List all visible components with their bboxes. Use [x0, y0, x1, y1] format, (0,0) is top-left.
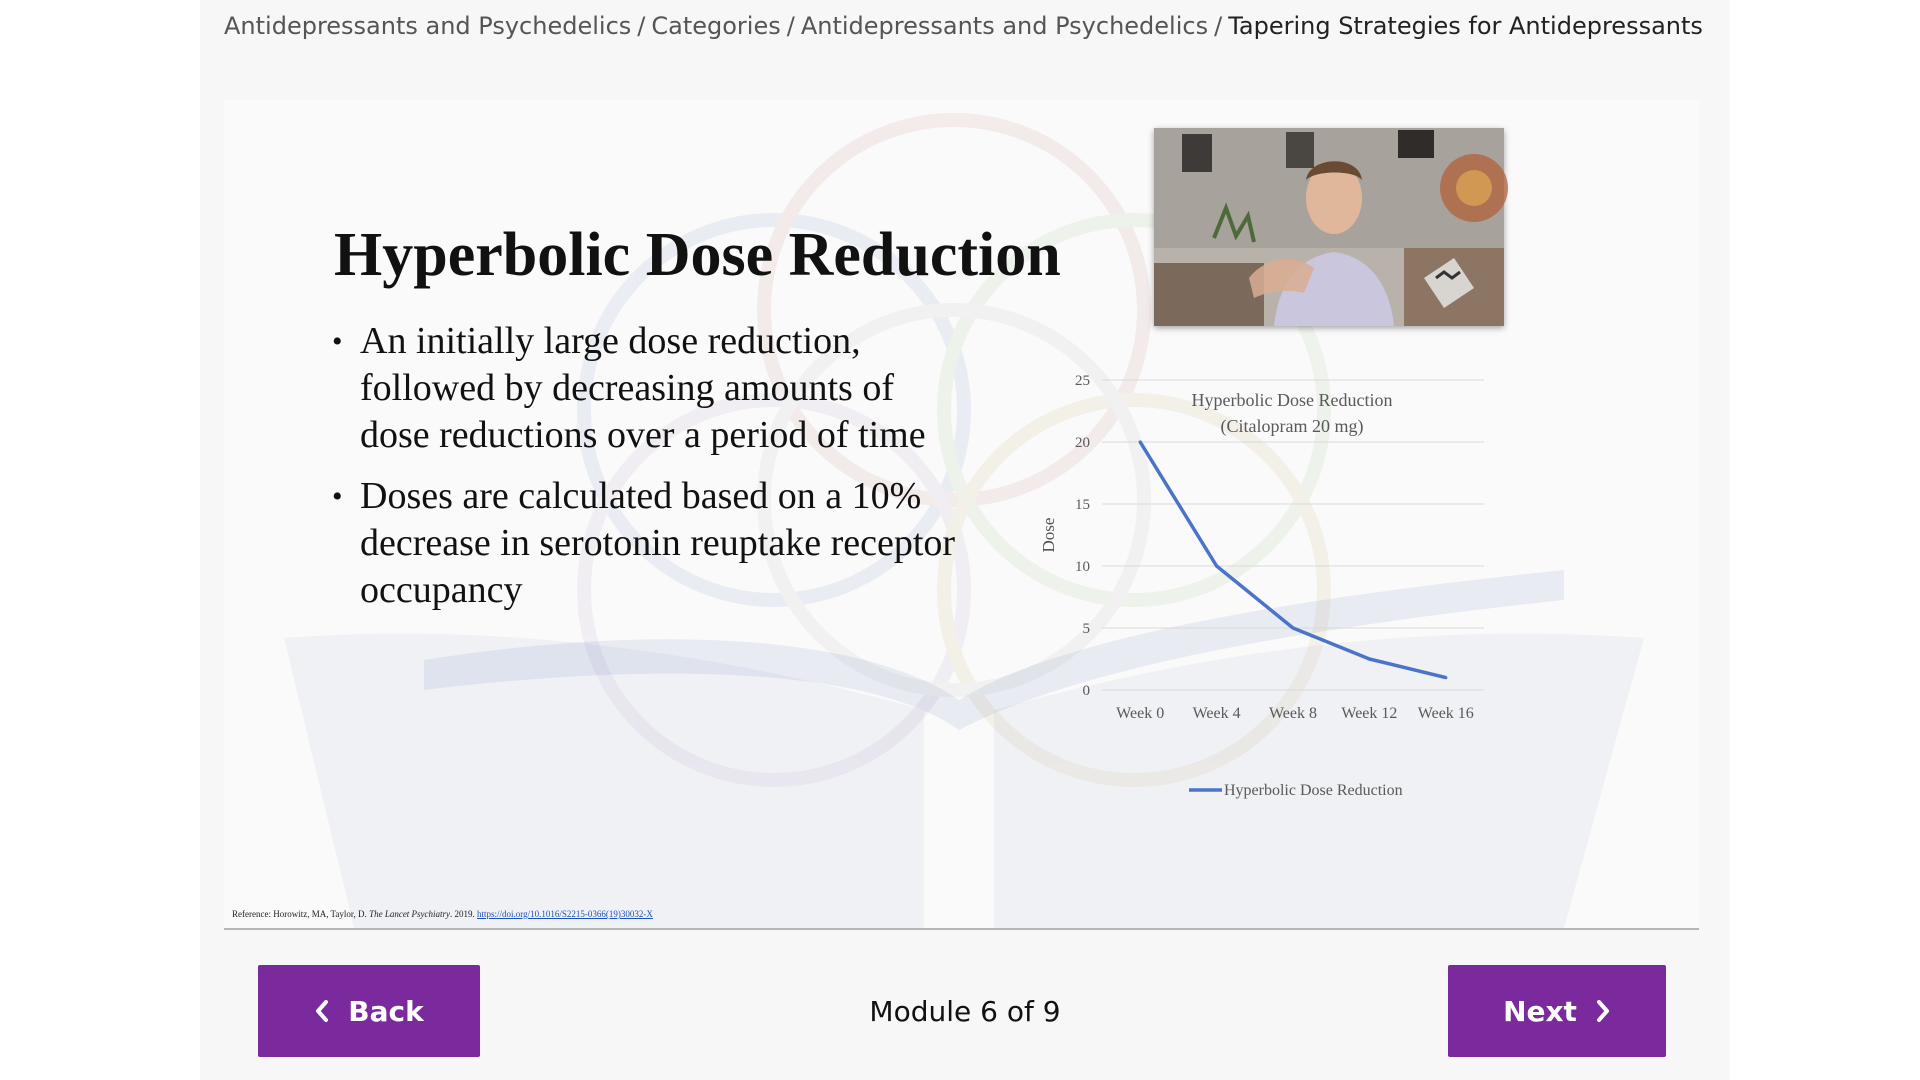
chart-y-tick-label: 10 [1075, 559, 1090, 575]
chart-data-point [1139, 440, 1142, 443]
chart-series [1139, 440, 1448, 679]
chart-x-tick-label: Week 0 [1116, 705, 1165, 722]
breadcrumb-separator: / [786, 12, 795, 40]
reference-doi-link[interactable]: https://doi.org/10.1016/S2215-0366(19)30032-X [477, 909, 653, 919]
slide-reference [232, 909, 653, 919]
bullet-text: Doses are calculated based on a 10% decrease in serotonin reuptake receptor occupancy [360, 475, 956, 611]
chart-y-tick-label: 25 [1075, 373, 1090, 389]
presenter-video-frame [1154, 128, 1504, 326]
chart-legend-label: Hyperbolic Dose Reduction [1224, 782, 1403, 799]
chart-x-tick-label: Week 4 [1192, 705, 1241, 722]
reference-authors: Reference: Horowitz, MA, Taylor, D. [232, 909, 370, 919]
chart-x-tick-labels [1116, 705, 1474, 722]
reference-year: . 2019. [450, 909, 478, 919]
breadcrumb-item-category[interactable]: Antidepressants and Psychedelics [800, 12, 1209, 40]
chart-data-point [1215, 564, 1218, 567]
chart-y-tick-label: 20 [1075, 435, 1090, 451]
breadcrumb-item-categories[interactable]: Categories [651, 12, 781, 40]
chart-x-tick-label: Week 16 [1417, 705, 1474, 722]
chart-x-tick-label: Week 12 [1341, 705, 1398, 722]
bullet-glyph: • [332, 325, 343, 358]
chart-title: Hyperbolic Dose Reduction [1191, 390, 1393, 410]
lesson-slide [224, 100, 1699, 930]
chevron-left-icon [314, 999, 330, 1023]
chart-x-tick-label: Week 8 [1268, 705, 1318, 722]
bullet-glyph: • [332, 480, 343, 513]
chart-data-point [1368, 657, 1371, 660]
dose-reduction-chart [1014, 340, 1494, 799]
chart-y-tick-label: 5 [1082, 621, 1090, 637]
back-button[interactable] [258, 965, 480, 1057]
chart-y-tick-labels [1075, 373, 1090, 699]
chart-subtitle: (Citalopram 20 mg) [1220, 416, 1364, 436]
chart-y-tick-label: 15 [1075, 497, 1090, 513]
slide-title: Hyperbolic Dose Reduction [334, 220, 1061, 289]
chart-data-point [1444, 676, 1447, 679]
breadcrumb-separator: / [1214, 12, 1223, 40]
breadcrumb [224, 12, 1703, 42]
bullet-item [332, 318, 972, 459]
breadcrumb-separator: / [637, 12, 646, 40]
chevron-right-icon [1595, 999, 1611, 1023]
bullet-text: An initially large dose reduction, followed by decreasing amounts of dose reductions over a period of time [360, 320, 926, 456]
next-button-label: Next [1503, 994, 1577, 1028]
back-button-label: Back [348, 994, 424, 1028]
module-indicator: Module 6 of 9 [869, 995, 1061, 1028]
slide-bullets [332, 318, 972, 628]
bullet-item [332, 473, 972, 614]
chart-y-axis-label: Dose [1039, 517, 1058, 553]
next-button[interactable] [1448, 965, 1666, 1057]
chart-y-tick-label: 0 [1082, 683, 1090, 699]
reference-journal: The Lancet Psychiatry [369, 909, 451, 919]
breadcrumb-current: Tapering Strategies for Antidepressants [1228, 12, 1703, 40]
chart-data-point [1291, 626, 1294, 629]
presenter-video[interactable] [1154, 128, 1504, 326]
breadcrumb-item-course[interactable]: Antidepressants and Psychedelics [224, 12, 632, 40]
chart-series-line [1140, 442, 1446, 678]
